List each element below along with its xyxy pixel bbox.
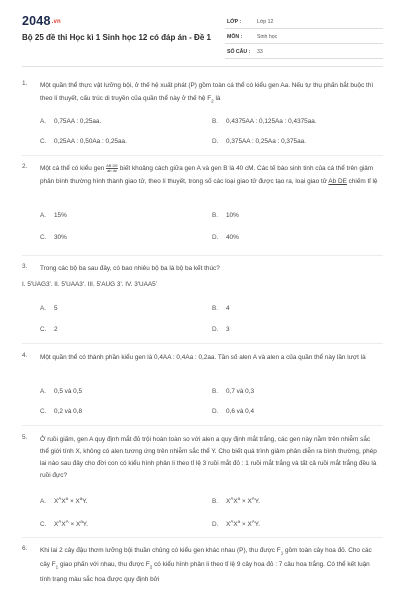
chromosome: Y. [254, 521, 261, 529]
chromosome: X [233, 498, 238, 506]
question-text: Một quần thể có thành phần kiểu gen là 0,4AA : 0,4Aa : 0,2aa. Tần số alen A và alen a của quần thể này lần lượt là [40, 354, 366, 361]
option-d[interactable] [212, 234, 239, 241]
option-letter: D. [212, 408, 219, 415]
subscript: 1 [280, 550, 284, 556]
chromosome: × X [68, 521, 81, 529]
question-text-part: Một cá thể có kiểu gen [40, 165, 107, 172]
option-text: 40% [226, 234, 239, 241]
meta-key: SỐ CÂU : [227, 49, 251, 55]
option-letter: B. [212, 118, 219, 125]
question-number: 2. [22, 163, 28, 170]
option-text: 15% [54, 212, 67, 219]
question-number: 1. [22, 80, 28, 87]
question-text-part: chiếm tỉ lệ [346, 177, 378, 185]
chromosome: Y. [82, 521, 89, 529]
header-divider [22, 66, 383, 67]
option-letter: B. [212, 498, 219, 506]
option-text: 10% [226, 212, 239, 219]
page-header [0, 0, 400, 60]
question-number: 3. [22, 263, 28, 270]
meta-key: LỚP : [227, 19, 242, 25]
option-b[interactable] [212, 496, 260, 505]
chromosome: X [61, 521, 66, 529]
option-letter: B. [212, 305, 219, 312]
allele: a [237, 496, 241, 501]
subscript: 2 [211, 97, 214, 103]
chromosome: X [54, 521, 59, 529]
option-c[interactable] [40, 408, 82, 415]
meta-row-subject [225, 29, 383, 44]
question-number: 6. [22, 545, 28, 552]
allele: A [230, 496, 234, 501]
option-text: 4 [226, 305, 230, 312]
option-a[interactable] [40, 305, 58, 312]
option-d[interactable] [212, 138, 306, 145]
question-text: Ở ruồi giấm, gen A quy định mắt đỏ trội hoàn toàn so với alen a quy định mắt trắng, các gen này nằm trên nhiễm sắc thể giới tính X, không có alen tương ứng trên nhiễm sắc thể Y. Cho biết quá trình giảm phân diễn ra bình thường, phép lai nào sau đây cho đời con có kiểu hình phân li theo tỉ lệ 3 ruồi mắt đỏ : 1 ruồi mắt trắng và tất cả ruồi mắt trắng đều là ruồi đực? [40, 436, 377, 479]
allele: A [251, 496, 255, 501]
allele: a [237, 519, 241, 524]
question-number: 4. [22, 352, 28, 359]
question-text-part: có kiểu hình phân li theo tỉ lệ 9 cây hoa đỏ : 7 câu hoa trắng. Có thể kết luận tính trạng màu sắc hoa được quy định bởi [40, 561, 370, 583]
meta-key: MÔN : [227, 34, 243, 40]
option-b[interactable] [212, 305, 230, 312]
option-text: 2 [54, 326, 58, 333]
option-b[interactable] [212, 118, 317, 125]
option-letter: C. [40, 138, 47, 145]
option-b[interactable] [212, 212, 239, 219]
option-letter: A. [40, 212, 47, 219]
genotype-fraction [106, 164, 118, 173]
meta-value: Lớp 12 [257, 19, 274, 25]
option-c[interactable] [40, 326, 58, 333]
chromosome: × X [240, 498, 252, 506]
option-letter: C. [40, 234, 47, 241]
option-letter: A. [40, 388, 47, 395]
question-divider [22, 343, 383, 344]
question-divider [22, 537, 383, 538]
option-text: 0,2 và 0,8 [54, 408, 83, 415]
option-text: 0,7 và 0,3 [226, 388, 255, 395]
fraction-numerator: AB DE [106, 162, 119, 168]
option-text: 0,25AA : 0,50Aa : 0,25aa. [54, 138, 127, 145]
allele: A [58, 519, 62, 524]
option-letter: C. [40, 326, 47, 333]
allele: A [58, 496, 62, 501]
option-b[interactable] [212, 388, 254, 395]
option-c[interactable] [40, 519, 88, 528]
option-letter: D. [212, 326, 219, 333]
option-letter: D. [212, 138, 219, 145]
chromosome: X [226, 498, 231, 506]
option-d[interactable] [212, 326, 230, 333]
option-c[interactable] [40, 138, 127, 145]
meta-value: 33 [257, 49, 263, 55]
chromosome: × X [240, 521, 252, 529]
chromosome: X [233, 521, 238, 529]
option-text: 0,6 và 0,4 [226, 408, 255, 415]
chromosome: X [61, 498, 66, 506]
question-text [40, 163, 378, 188]
option-c[interactable] [40, 234, 67, 241]
meta-table [225, 14, 383, 59]
allele: a [79, 496, 83, 501]
fraction-denominator: ab de [107, 167, 118, 173]
logo-text: 2048 [22, 14, 51, 28]
meta-value: Sinh học [257, 34, 278, 40]
subscript: 2 [149, 564, 153, 570]
question-number: 5. [22, 434, 28, 441]
page-title: Bộ 25 đề thi Học kì 1 Sinh học 12 có đáp án - Đề 1 [22, 33, 211, 42]
allele: A [230, 519, 234, 524]
option-letter: A. [40, 118, 47, 125]
chromosome: X [54, 498, 59, 506]
question-text-part: Khi lai 2 cây đậu thơm lưỡng bội thuần chủng có kiểu gen khác nhau (P), thu được F [40, 547, 281, 554]
option-text: 0,75AA : 0,25aa. [54, 118, 102, 125]
option-text: 3 [226, 326, 230, 333]
chromosome: X [226, 521, 231, 529]
subscript: 1 [55, 564, 59, 570]
question-divider [22, 155, 383, 156]
option-a[interactable] [40, 388, 82, 395]
question-text-part: Một quần thể thực vật lưỡng bội, ở thế hệ xuất phát (P) gồm toàn cá thể có kiểu gen Aa. Nếu tự thụ phấn bắt buộc thì theo lí thuyết, cấu trúc di truyền của quần thể này ở thế hệ F [40, 82, 374, 102]
question-text-part: gồm toàn cây hoa đỏ. Cho các cây F [40, 547, 372, 569]
option-text: 0,5 và 0,5 [54, 388, 83, 395]
option-letter: B. [212, 388, 219, 395]
question-divider [22, 425, 383, 426]
allele: a [80, 519, 83, 524]
option-text: 30% [54, 234, 67, 241]
meta-row-count [225, 44, 383, 59]
option-text: 0,375AA : 0,25Aa : 0,375aa. [226, 138, 306, 145]
question-text [40, 545, 378, 586]
allele: a [65, 496, 69, 501]
option-letter: B. [212, 212, 219, 219]
option-text: 0,4375AA : 0,125Aa : 0,4375aa. [226, 118, 317, 125]
question-text-part: là [213, 94, 221, 102]
chromosome: Y. [82, 498, 88, 506]
option-letter: A. [40, 498, 47, 506]
option-letter: D. [212, 521, 219, 529]
option-a[interactable] [40, 212, 67, 219]
option-a[interactable] [40, 496, 88, 505]
option-letter: D. [212, 234, 219, 241]
chromosome: × X [68, 498, 80, 506]
option-d[interactable] [212, 408, 254, 415]
option-text: 5 [54, 305, 58, 312]
question-text: Trong các bộ ba sau đây, có bao nhiêu bộ ba là bộ ba kết thúc? [40, 265, 220, 272]
question-text-part: biết khoảng cách giữa gen A và gen B là 40 cM. Các tế bào sinh tinh của cá thể trên giảm phân bình thường hình thành giao tử, theo lí thuyết, trong số các loại giao tử được tạo ra, loại giao tử [40, 165, 374, 185]
allele: A [251, 519, 255, 524]
meta-row-class [225, 14, 383, 29]
site-logo[interactable] [22, 14, 61, 28]
logo-suffix: .vn [51, 19, 61, 25]
question-text-part: giao phấn với nhau, thu được F [58, 561, 150, 569]
question-text [40, 80, 378, 107]
gamete-label: Ab DE [328, 177, 347, 185]
option-letter: C. [40, 408, 47, 415]
option-a[interactable] [40, 118, 101, 125]
question-divider [22, 255, 383, 256]
option-letter: A. [40, 305, 47, 312]
chromosome: Y. [254, 498, 261, 506]
option-letter: C. [40, 521, 47, 529]
option-d[interactable] [212, 519, 260, 528]
codon-list: I. 5'UAG3'. II. 5'UAA3'. III. 5'AUG 3'. IV. 3'UAA5' [22, 281, 157, 288]
allele: A [65, 519, 69, 524]
